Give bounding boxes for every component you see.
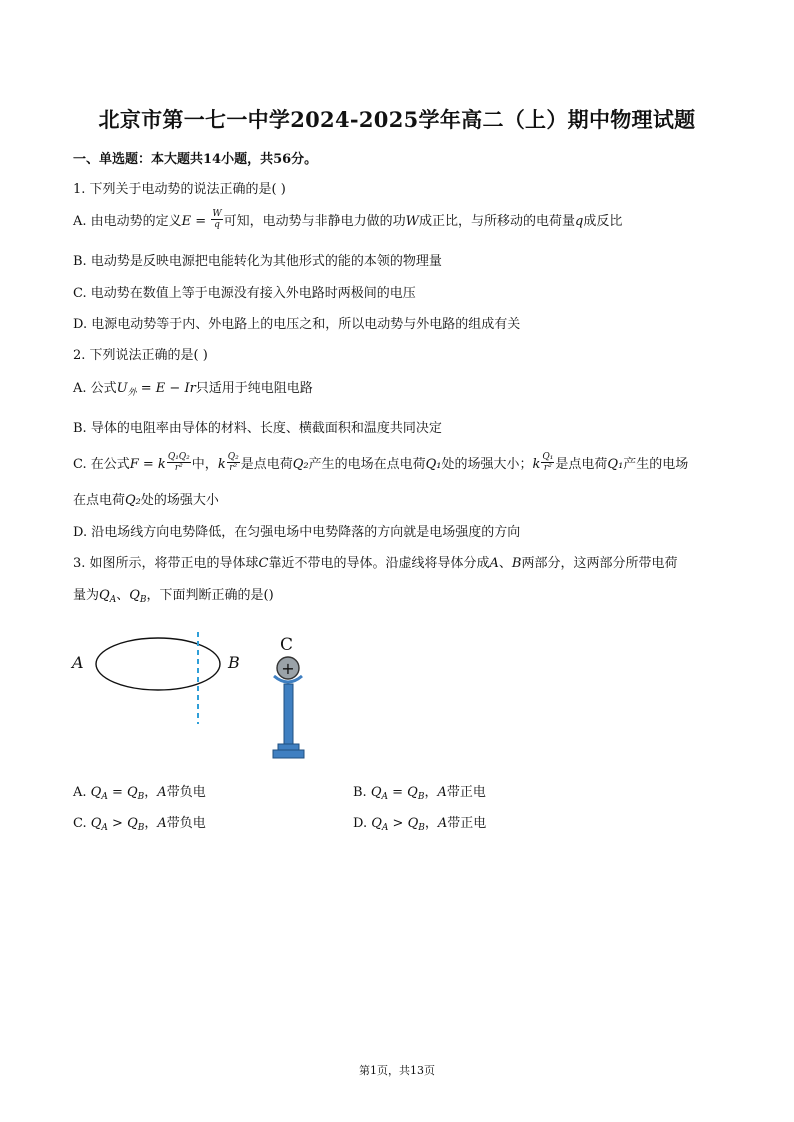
q1-option-c: C. 电动势在数值上等于电源没有接入外电路时两极间的电压 <box>73 286 416 301</box>
q3-option-a: A. $Q_A = Q_B$，A带负电 <box>73 785 206 802</box>
q2-option-d: D. 沿电场线方向电势降低，在匀强电场中电势降落的方向就是电场强度的方向 <box>73 525 521 540</box>
page-footer: 第1页，共13页 <box>359 1064 435 1077</box>
q3-stem-line2: 量为$Q_A$、$Q_B$，下面判断正确的是() <box>73 588 274 605</box>
section-heading: 一、单选题：本大题共14小题，共56分。 <box>73 152 318 167</box>
q1-option-b: B. 电动势是反映电源把电能转化为其他形式的能的本领的物理量 <box>73 254 442 269</box>
q3-option-d: D. $Q_A > Q_B$，A带正电 <box>353 816 487 833</box>
plus-sign: + <box>281 659 295 678</box>
q2-option-c-line2: 在点电荷Q₂处的场强大小 <box>73 493 219 508</box>
fraction-w-over-q: $\frac{W}{q}$ <box>212 209 222 230</box>
conductor-figure <box>60 628 340 768</box>
q2-option-b: B. 导体的电阻率由导体的材料、长度、横截面积和温度共同决定 <box>73 421 442 436</box>
figure-label-c: C <box>280 635 294 655</box>
q3-stem-line1: 3. 如图所示，将带正电的导体球C靠近不带电的导体。沿虚线将导体分成A、B两部分，这两部分所带电荷 <box>73 556 678 571</box>
figure-label-b: B <box>228 653 240 672</box>
stand-base <box>273 750 304 758</box>
q3-option-c: C. $Q_A > Q_B$，A带负电 <box>73 816 206 833</box>
q1-stem: 1. 下列关于电动势的说法正确的是( ) <box>73 182 286 197</box>
fraction-q1q2-over-r2: $\frac{\text{Q₁Q₂}}{\text{r²}}$ <box>167 452 190 473</box>
page-title: 北京市第一七一中学2024-2025学年高二（上）期中物理试题 <box>98 107 696 132</box>
stand-neck <box>278 744 299 750</box>
stand-rod <box>284 684 293 746</box>
q3-option-b: B. $Q_A = Q_B$，A带正电 <box>353 785 486 802</box>
fraction-q2-over-r2: $\frac{\text{Q₂}}{\text{r²}}$ <box>227 452 239 473</box>
q1-option-a: A. 由电动势的定义E = $\frac{W}{q}$ 可知，电动势与非静电力做的功W成正比，与所移动的电荷量q成反比 <box>73 209 623 230</box>
q2-option-a: A. 公式$U_外 = E - Ir$只适用于纯电阻电路 <box>73 381 313 398</box>
fraction-q1-over-r2: $\frac{\text{Q₁}}{\text{r²}}$ <box>542 452 554 473</box>
figure-label-a: A <box>72 653 84 672</box>
q2-stem: 2. 下列说法正确的是( ) <box>73 348 208 363</box>
q1-option-d: D. 电源电动势等于内、外电路上的电压之和，所以电动势与外电路的组成有关 <box>73 317 521 332</box>
q2-option-c-line1: C. 在公式F = k $\frac{\text{Q₁Q₂}}{\text{r²}}$ 中，k $\frac{\text{Q₂}}{\text{r²}}$ 是点电荷Q₂产生的电场在点电荷Q₁处的场强大小；k $\frac{\text{Q₁}}{\text{r²}}$ 是点电荷Q₁产生的电场 <box>73 452 689 473</box>
conductor-ellipse <box>96 638 220 690</box>
